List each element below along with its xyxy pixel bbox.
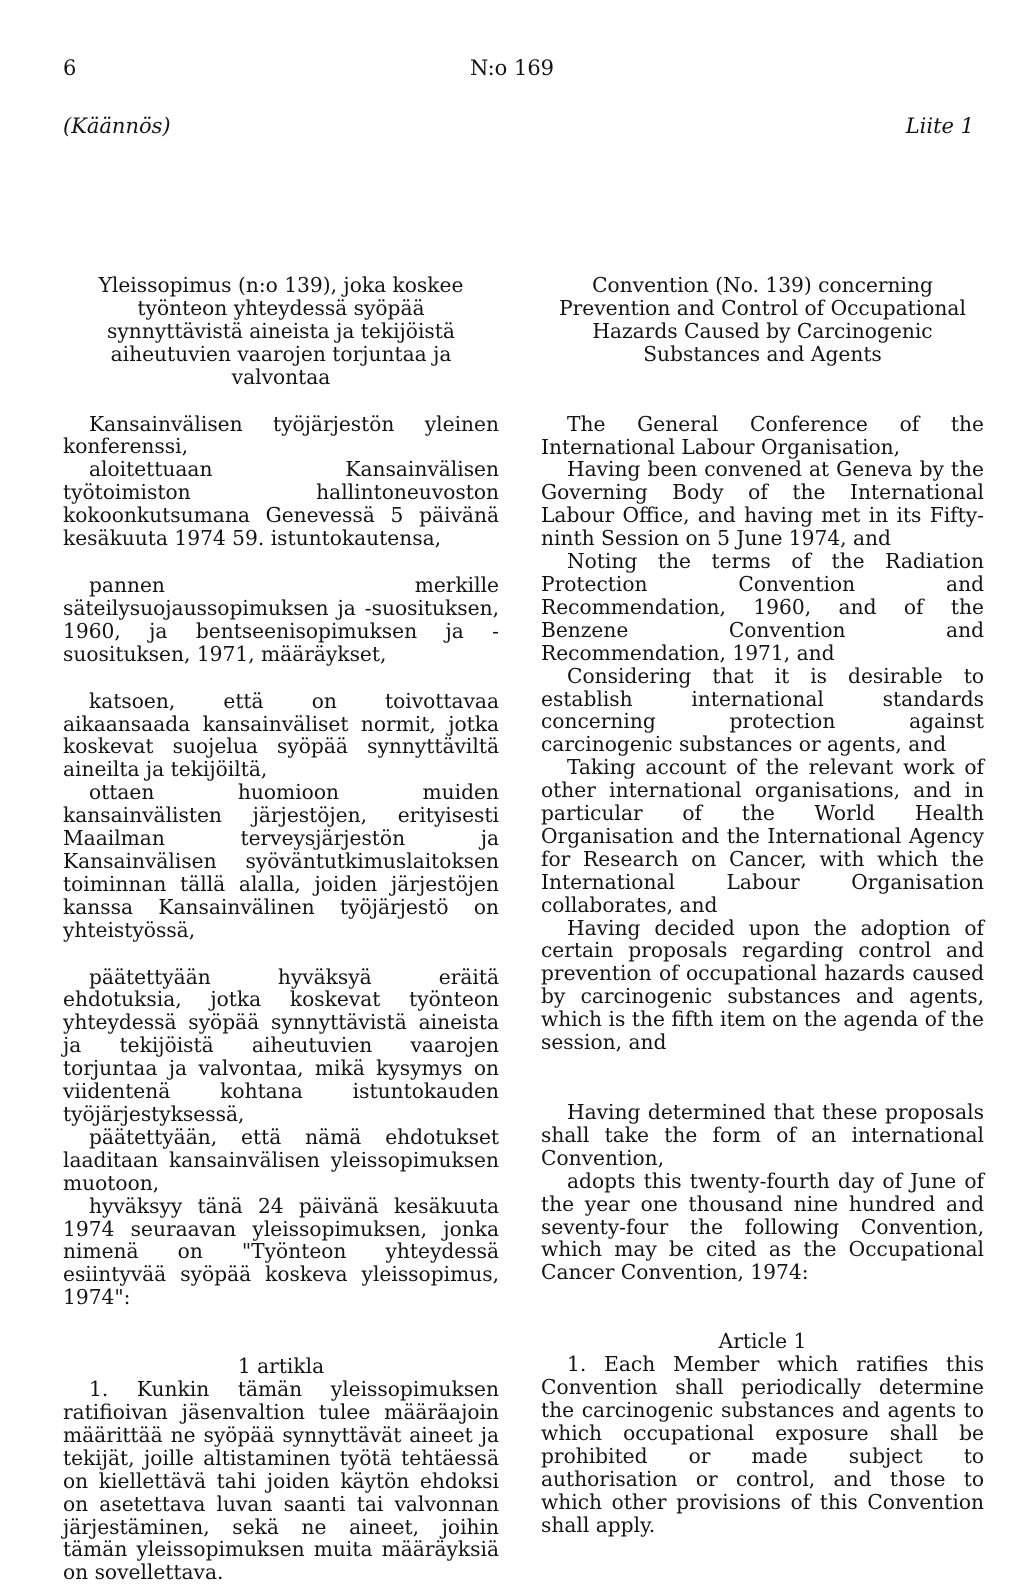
finnish-article-heading: 1 artikla [237, 1354, 325, 1379]
finnish-paragraph: pannen merkille säteilysuojaussopimuksen ja -suosituksen, 1960, ja bentseenisopimuksen ja -suosituksen, 1971, määräykset, [63, 572, 499, 666]
finnish-paragraph: päätettyään, että nämä ehdotukset laaditaan kansainvälisen yleissopimuksen muotoon, [63, 1124, 499, 1195]
finnish-paragraph: Kansainvälisen työjärjestön yleinen konferenssi, [63, 411, 499, 459]
document-number: N:o 169 [469, 56, 555, 80]
english-title: Convention (No. 139) concerning Prevention and Control of Occupational Hazards Caused by Carcinogenic Substances and Agents [559, 273, 966, 366]
finnish-paragraph: aloitettuaan Kansainvälisen työtoimiston hallintoneuvoston kokoonkutsumana Genevessä 5 päivänä kesäkuuta 1974 59. istuntokautensa, [63, 457, 499, 551]
finnish-title: Yleissopimus (n:o 139), joka koskee työnteon yhteydessä syöpää synnyttävistä aineista ja tekijöistä aiheutuvien vaarojen torjuntaa ja valvontaa [98, 273, 464, 389]
finnish-paragraph: ottaen huomioon muiden kansainvälisten järjestöjen, erityisesti Maailman terveysjärjestön ja Kansainvälisen syöväntutkimuslaitoksen toiminnan tällä alalla, joiden järjestöjen kanssa Kansainvälinen työjärjestö on yhteistyössä, [63, 780, 499, 942]
english-paragraph: Having been convened at Geneva by the Governing Body of the International Labour Office, and having met in its Fifty-ninth Session on 5 June 1974, and [541, 457, 984, 551]
english-paragraph: adopts this twenty-fourth day of June of the year one thousand nine hundred and seventy-four the following Convention, which may be cited as the Occupational Cancer Convention, 1974: [541, 1168, 984, 1285]
appendix-label: Liite 1 [905, 114, 974, 138]
finnish-paragraph: katsoen, että on toivottavaa aikaansaada kansainväliset normit, jotka koskevat suojelua syöpää synnyttäviltä aineilta ja tekijöiltä, [63, 688, 499, 782]
english-paragraph: Having decided upon the adoption of certain proposals regarding control and prevention of occupational hazards caused by carcinogenic substances and agents, which is the fifth item on the agenda of the session, and [541, 915, 984, 1055]
english-article-paragraph: 1. Each Member which ratifies this Convention shall periodically determine the carcinogenic substances and agents to which occupational exposure shall be prohibited or made subject to authorisation or control, and those to which other provisions of this Convention shall apply. [541, 1352, 984, 1537]
english-paragraph: Having determined that these proposals shall take the form of an international Convention, [541, 1100, 984, 1170]
finnish-column [63, 274, 499, 1584]
finnish-paragraph: päätettyään hyväksyä eräitä ehdotuksia, jotka koskevat työnteon yhteydessä syöpää synnyttävistä aineista ja tekijöistä aiheutuvien vaarojen torjuntaa ja valvontaa, mikä kysymys on viidentenä kohtana istuntokauden työjärjestyksessä, [63, 964, 499, 1126]
english-article-heading: Article 1 [718, 1329, 807, 1354]
finnish-article-paragraph: 1. Kunkin tämän yleissopimuksen ratifioivan jäsenvaltion tulee määräajoin määrittää ne syöpää synnyttävät aineet ja tekijät, joille altistaminen työtä tehtäessä on kiellettävä tahi joiden käytön ehdoksi on asetettava luvan saanti tai valvonnan järjestäminen, sekä ne aineet, joihin tämän yleissopimuksen muita määräyksiä on sovellettava. [63, 1377, 499, 1584]
english-paragraph: Considering that it is desirable to establish international standards concerning protection against carcinogenic substances or agents, and [541, 663, 984, 757]
english-column [541, 274, 984, 1536]
english-paragraph: The General Conference of the International Labour Organisation, [541, 411, 984, 459]
english-paragraph: Taking account of the relevant work of other international organisations, and in particular of the World Health Organisation and the International Agency for Research on Cancer, with which the International Labour Organisation collaborates, and [541, 755, 984, 917]
page-number: 6 [63, 56, 77, 80]
finnish-paragraph: hyväksyy tänä 24 päivänä kesäkuuta 1974 seuraavan yleissopimuksen, jonka nimenä on "Työnteon yhteydessä esiintyvää syöpää koskeva yleissopimus, 1974": [63, 1193, 499, 1310]
english-paragraph: Noting the terms of the Radiation Protection Convention and Recommendation, 1960, and of the Benzene Convention and Recommendation, 1971, and [541, 549, 984, 665]
translation-label: (Käännös) [63, 114, 171, 138]
